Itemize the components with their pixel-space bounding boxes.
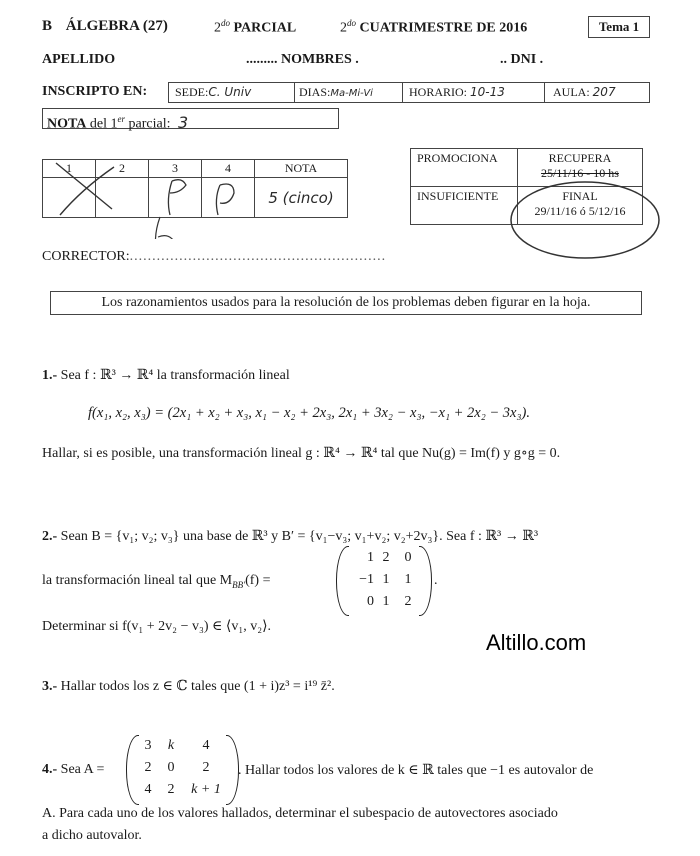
problem-3: 3.- Hallar todos los z ∈ ℂ tales que (1 + i)z³ = i¹⁹ z̄². — [42, 679, 335, 694]
p4-matrix — [140, 738, 226, 804]
handwritten-marks — [42, 159, 362, 239]
corrector-line: CORRECTOR:......................................................... — [42, 249, 387, 264]
grade-value-nota: 5 (cinco) — [255, 178, 348, 218]
recupera-date: 25/11/16 - 10 hs — [541, 166, 619, 180]
problem-4-line2: A. Para cada uno de los valores hallados, determinar el subespacio de autovectores asociado — [42, 806, 558, 821]
nota-primer-value: 3 — [178, 112, 189, 132]
p2-matrix-right-paren — [419, 546, 432, 616]
nota-primer-parcial-box: NOTA del 1er parcial: 3 — [42, 108, 339, 129]
tema-box: Tema 1 — [588, 16, 650, 38]
corrector-label: CORRECTOR: — [42, 249, 130, 264]
watermark: Altillo.com — [486, 630, 587, 655]
horario-cell: HORARIO: 10-13 — [403, 83, 545, 102]
horario-value: 10-13 — [470, 85, 505, 99]
promociona-cell: PROMOCIONA — [411, 149, 518, 187]
inscripto-label: INSCRIPTO EN: — [42, 84, 148, 99]
problem-2-intro: 2.- Sean B = {v₁; v₂; v₃} una base de ℝ³ y B′ = {v₁−v₃; v₁+v₂; v₂+2v₃}. Sea f : ℝ³ → ℝ³ — [42, 529, 539, 544]
p2-matrix — [350, 550, 418, 616]
insuficiente-cell: INSUFICIENTE — [411, 187, 518, 225]
p2-matrix-left-paren — [336, 546, 349, 616]
problem-2-line2: la transformación lineal tal que $M_{BB'}(f)$ = — [42, 573, 271, 590]
recupera-cell: RECUPERA 25/11/16 - 10 hs — [518, 149, 643, 187]
p4-matrix-left-paren — [126, 735, 139, 805]
final-date: 29/11/16 ó 5/12/16 — [534, 204, 626, 218]
problem-1-formula: f(x₁, x₂, x₃) = (2x₁ + x₂ + x₃, x₁ − x₂ + 2x₃, 2x₁ + 3x₂ − x₃, −x₁ + 2x₂ − 3x₃). — [88, 405, 530, 421]
problem-4-after: . Hallar todos los valores de k ∈ ℝ tales que −1 es autovalor de — [238, 763, 594, 778]
cuatrimestre-label: $2^{do}$ CUATRIMESTRE DE 2016 — [340, 18, 528, 36]
p4-matrix-row: 3 k 4 — [144, 738, 210, 753]
notice-box: Los razonamientos usados para la resolución de los problemas deben figurar en la hoja. — [50, 291, 642, 315]
final-circle-mark — [505, 175, 665, 265]
final-cell: FINAL 29/11/16 ó 5/12/16 — [518, 187, 643, 225]
grade-header-2: 2 — [96, 160, 149, 178]
inscripto-box — [168, 82, 650, 103]
p4-matrix-row: 4 2 k + 1 — [144, 782, 221, 797]
p4-matrix-row: 2 0 2 — [144, 760, 210, 775]
p2-matrix-row: 0 1 2 — [367, 594, 412, 609]
p2-matrix-row: 1 2 0 — [367, 550, 412, 565]
problem-4-intro: 4.- Sea A = — [42, 762, 105, 777]
dni-label: .. DNI . — [500, 52, 544, 67]
problem-4-line3: a dicho autovalor. — [42, 828, 142, 843]
grade-header-3: 3 — [149, 160, 202, 178]
problem-1-task: Hallar, si es posible, una transformación lineal g : ℝ⁴ → ℝ⁴ tal que Nu(g) = Im(f) y g∘g = 0. — [42, 446, 561, 461]
parcial-label: $2^{do}$ PARCIAL — [214, 18, 297, 36]
p2-period: . — [434, 573, 438, 588]
grade-header-1: 1 — [43, 160, 96, 178]
sede-value: C. Univ — [208, 85, 252, 99]
exam-letter: B — [42, 18, 53, 34]
problem-2-task: Determinar si f(v₁ + 2v₂ − v₃) ∈ ⟨v₁, v₂⟩. — [42, 619, 272, 634]
exam-header — [42, 18, 168, 35]
problem-1-intro: 1.- Sea f : ℝ³ → ℝ⁴ la transformación lineal — [42, 368, 290, 383]
aula-cell: AULA: 207 — [553, 85, 616, 99]
p2-matrix-row: −1 1 1 — [359, 572, 412, 587]
sede-cell: SEDE:C. Univ — [169, 83, 295, 102]
dias-cell: DIAS:Ma-Mi-Vi — [295, 83, 403, 102]
apellido-label: APELLIDO — [42, 52, 116, 67]
course-name: ÁLGEBRA (27) — [65, 18, 168, 34]
nombres-label: ......... NOMBRES . — [246, 52, 359, 67]
grade-header-4: 4 — [202, 160, 255, 178]
aula-value: 207 — [592, 85, 616, 99]
dias-value: Ma-Mi-Vi — [330, 88, 373, 99]
grade-header-nota: NOTA — [255, 160, 348, 178]
